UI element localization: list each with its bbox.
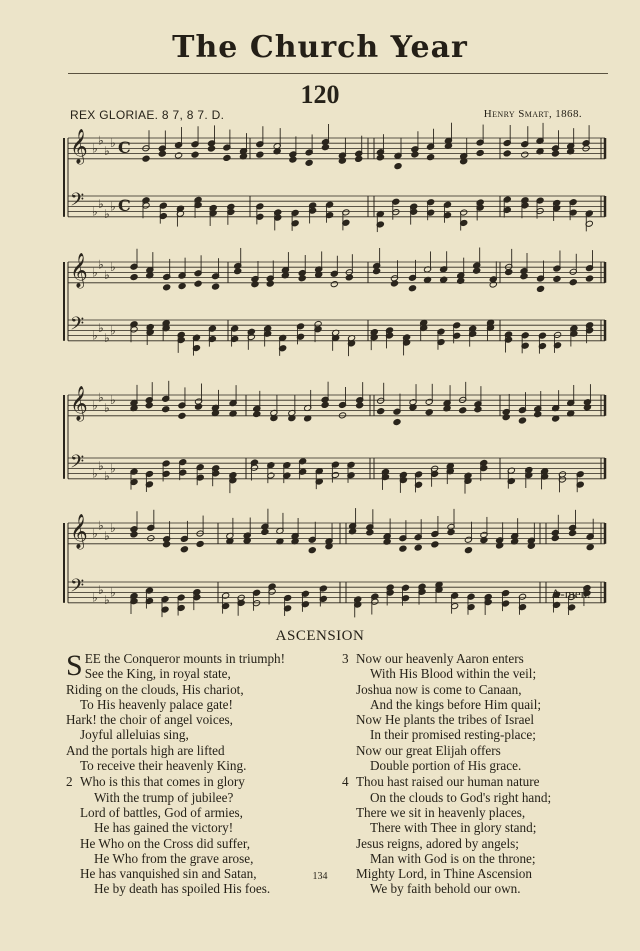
notehead [178, 412, 186, 419]
verse-line: Now our heavenly Aaron enters [356, 651, 524, 666]
verse-line: Man with God is on the throne; [370, 850, 536, 866]
notehead [305, 159, 313, 166]
verse-line: He has gained the victory! [94, 820, 234, 836]
verse-line: Hark! the choir of angel voices, [66, 712, 233, 728]
notehead [355, 155, 363, 162]
bass-clef-icon: 𝄢 [70, 314, 85, 339]
verse-line: Joyful alleluias sing, [80, 727, 189, 743]
notehead [196, 540, 204, 547]
notehead [505, 269, 513, 276]
notehead [130, 274, 138, 281]
notehead [234, 268, 242, 275]
notehead [308, 547, 316, 554]
notehead [527, 542, 535, 549]
common-time-icon: C [118, 138, 131, 157]
notehead [377, 408, 385, 415]
notehead [551, 534, 559, 541]
verse-line: Now He plants the tribes of Israel [356, 712, 534, 728]
flat-icon: ♭ [110, 393, 116, 408]
verse-line: Double portion of His grace. [370, 758, 522, 774]
notehead [393, 419, 401, 426]
verse-line: And the kings before Him quail; [370, 696, 542, 712]
notehead [431, 541, 439, 548]
notehead [425, 409, 433, 416]
verse-line: In their promised resting-place; [370, 727, 536, 743]
notehead [394, 163, 402, 170]
verse-line: To receive their heavenly King. [80, 758, 247, 774]
notehead [457, 277, 465, 284]
treble-clef-icon: 𝄞 [70, 514, 88, 549]
verse-line: Mighty Lord, in Thine Ascension [356, 866, 532, 882]
flat-icon: ♭ [92, 204, 98, 219]
notehead [480, 537, 488, 544]
verse-1 [66, 651, 346, 773]
flat-icon: ♭ [98, 582, 104, 597]
flat-icon: ♭ [98, 518, 104, 533]
notehead [251, 281, 259, 288]
notehead [321, 401, 329, 408]
flat-icon: ♭ [104, 144, 110, 158]
notehead [520, 273, 528, 280]
verse-line: Jesus reigns, adored by angels; [356, 835, 519, 851]
verses-left-column [66, 651, 346, 898]
flat-icon: ♭ [98, 257, 104, 272]
verse-3 [342, 651, 612, 773]
notehead [338, 412, 346, 419]
notehead [256, 151, 264, 158]
hymn-title: ASCENSION [275, 628, 365, 644]
notehead [569, 530, 577, 537]
notehead [194, 403, 202, 410]
flat-icon: ♭ [104, 207, 110, 222]
verse-line: He has vanquished sin and Satan, [80, 866, 257, 882]
bass-clef-icon: 𝄢 [70, 190, 85, 215]
flat-icon: ♭ [104, 331, 110, 346]
notehead [178, 283, 186, 290]
notehead [289, 156, 297, 163]
amen-lyric: A-men. [551, 586, 591, 601]
verse-line: Thou hast raised our human nature [356, 774, 540, 790]
drop-cap: S [66, 649, 83, 682]
notehead [130, 531, 138, 538]
flat-icon: ♭ [92, 590, 98, 605]
notehead [489, 281, 497, 288]
notehead [459, 407, 467, 414]
common-time-icon: C [118, 196, 131, 215]
notehead [586, 544, 594, 551]
notehead [427, 154, 435, 161]
verses-right-column [342, 651, 612, 898]
notehead [212, 283, 220, 290]
page-number: 134 [312, 871, 328, 882]
notehead [585, 275, 593, 282]
notehead [180, 546, 188, 553]
verse-number: 3 [342, 651, 349, 666]
verse-line: We by faith behold our own. [370, 881, 521, 897]
notehead [474, 406, 482, 413]
flat-icon: ♭ [110, 461, 116, 476]
section-header: The Church Year [172, 30, 468, 65]
flat-icon: ♭ [104, 268, 110, 282]
flat-icon: ♭ [110, 585, 116, 600]
notehead [390, 280, 398, 287]
notehead [569, 279, 577, 286]
flat-icon: ♭ [98, 458, 104, 473]
notehead [162, 406, 170, 413]
notehead [518, 417, 526, 424]
notehead [376, 154, 384, 161]
notehead [496, 542, 504, 549]
verse-line: EE the Conqueror mounts in triumph! [84, 651, 286, 666]
flat-icon: ♭ [110, 521, 116, 536]
notehead [537, 285, 545, 292]
treble-clef-icon: 𝄞 [70, 253, 88, 288]
flat-icon: ♭ [98, 320, 104, 335]
notehead [191, 151, 199, 158]
verse-line: With the trump of jubilee? [94, 789, 234, 805]
notehead [534, 411, 542, 418]
notehead [503, 150, 511, 157]
bass-clef-icon: 𝄢 [70, 576, 85, 601]
composer-credit: Henry Smart, 1868. [483, 108, 582, 120]
flat-icon: ♭ [104, 593, 110, 608]
notehead [473, 267, 481, 274]
flat-icon: ♭ [92, 265, 98, 280]
flat-icon: ♭ [110, 199, 116, 214]
verse-number: 4 [342, 774, 349, 790]
notehead [194, 280, 202, 287]
verse-line: Joshua now is come to Canaan, [356, 681, 522, 697]
notehead [142, 155, 150, 162]
flat-icon: ♭ [98, 196, 104, 211]
verse-line: There with Thee in glory stand; [370, 820, 537, 836]
notehead [163, 284, 171, 291]
flat-icon: ♭ [104, 401, 110, 415]
notehead [338, 157, 346, 164]
flat-icon: ♭ [110, 136, 116, 151]
notehead [175, 152, 183, 159]
notehead [521, 151, 529, 158]
notehead [399, 545, 407, 552]
notehead [583, 404, 591, 411]
notehead [147, 535, 155, 542]
verse-line: Who is this that comes in glory [80, 774, 245, 790]
verse-line: With His Blood within the veil; [370, 666, 537, 682]
flat-icon: ♭ [110, 260, 116, 275]
verse-line: He by death has spoiled His foes. [94, 881, 271, 897]
notehead [411, 151, 419, 158]
bass-clef-icon: 𝄢 [70, 452, 85, 477]
notehead [373, 268, 381, 275]
notehead [298, 275, 306, 282]
verse-line: Now our great Elijah offers [356, 742, 501, 758]
flat-icon: ♭ [92, 466, 98, 481]
notehead [414, 544, 422, 551]
flat-icon: ♭ [104, 529, 110, 543]
notehead [158, 150, 166, 157]
flat-icon: ♭ [98, 133, 104, 148]
hymn-number: 120 [300, 80, 340, 109]
flat-icon: ♭ [110, 323, 116, 338]
verse-line: There we sit in heavenly places, [356, 804, 526, 820]
notehead [476, 149, 484, 156]
verse-line: Lord of battles, God of armies, [80, 804, 243, 820]
verse-line: Riding on the clouds, His chariot, [66, 681, 244, 697]
notehead [366, 529, 374, 536]
notehead [408, 285, 416, 292]
notehead [163, 541, 171, 548]
verse-line: And the portals high are lifted [66, 742, 225, 758]
notehead [261, 528, 269, 535]
notehead [464, 547, 472, 554]
notehead [223, 154, 231, 161]
notehead [253, 411, 261, 418]
flat-icon: ♭ [104, 469, 110, 484]
flat-icon: ♭ [92, 328, 98, 343]
notehead [145, 402, 153, 409]
notehead [502, 414, 510, 421]
verse-line: He Who on the Cross did suffer, [80, 835, 251, 851]
notehead [266, 280, 274, 287]
verse-line: See the King, in royal state, [84, 666, 231, 682]
notehead [207, 145, 215, 152]
notehead [409, 404, 417, 411]
flat-icon: ♭ [98, 390, 104, 405]
notehead [345, 274, 353, 281]
verse-number: 2 [66, 774, 73, 790]
treble-clef-icon: 𝄞 [70, 129, 88, 164]
flat-icon: ♭ [92, 141, 98, 156]
verse-line: To His heavenly palace gate! [80, 696, 233, 712]
notehead [447, 529, 455, 536]
notehead [330, 281, 338, 288]
notehead [551, 150, 559, 157]
notehead [356, 402, 364, 409]
verse-line: On the clouds to God's right hand; [370, 789, 552, 805]
verse-line: He Who from the grave arose, [94, 850, 254, 866]
notehead [553, 275, 561, 282]
treble-clef-icon: 𝄞 [70, 386, 88, 421]
notehead [321, 144, 329, 151]
tune-name: REX GLORIAE. 8 7, 8 7. D. [70, 108, 225, 122]
flat-icon: ♭ [92, 526, 98, 541]
flat-icon: ♭ [92, 398, 98, 413]
